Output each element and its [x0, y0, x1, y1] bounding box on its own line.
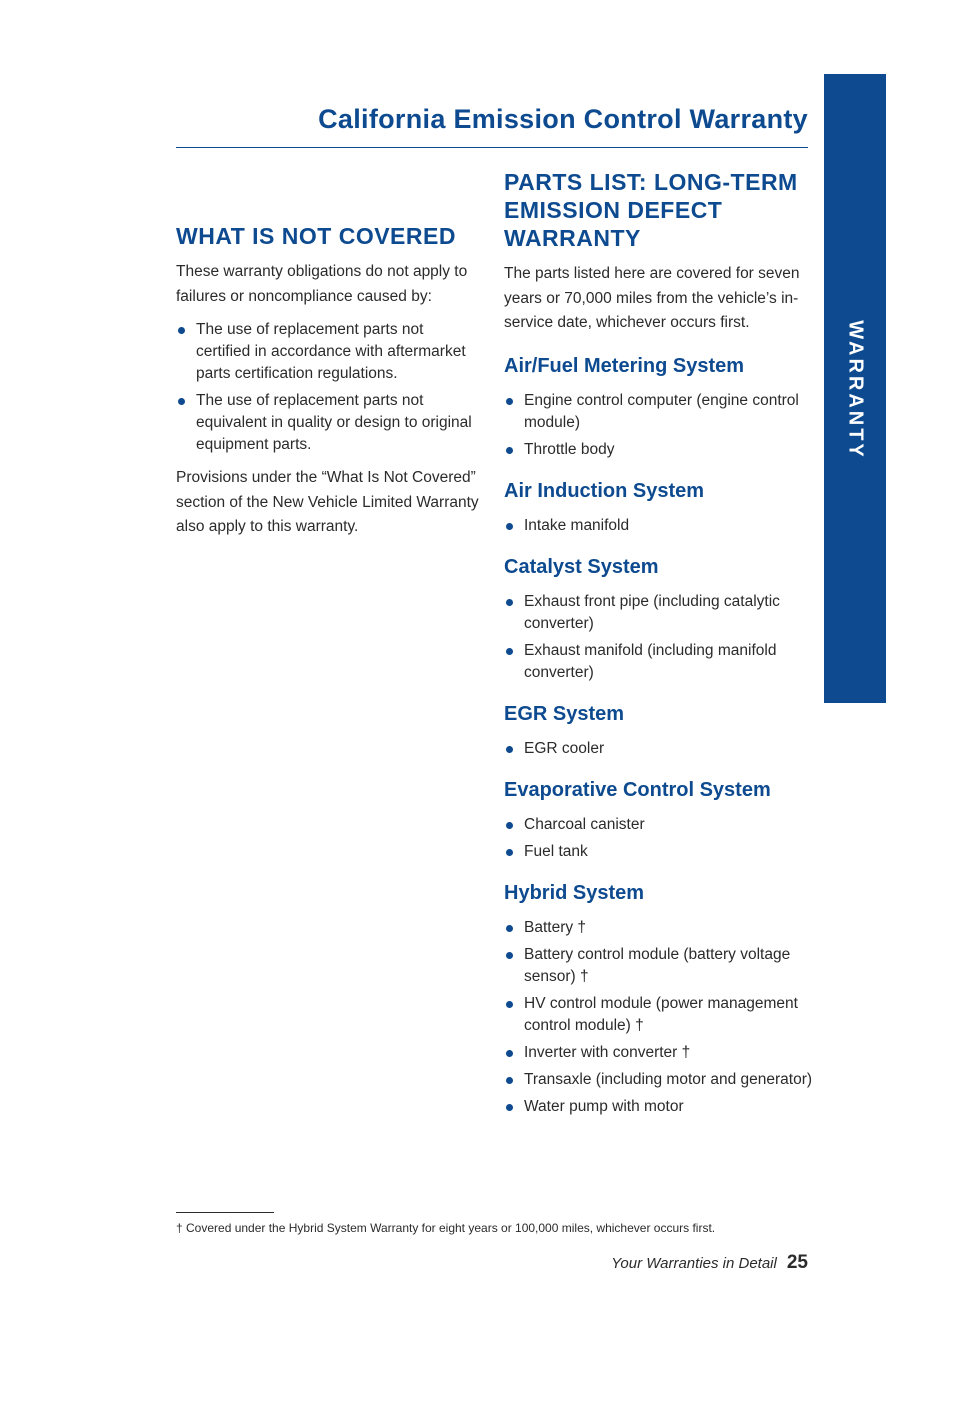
list-item-text: The use of replacement parts not equivalent in quality or design to original equipment parts. [196, 392, 472, 453]
bullet-icon [506, 925, 513, 932]
bullet-icon [506, 1077, 513, 1084]
list-item [504, 917, 814, 939]
not-covered-heading: WHAT IS NOT COVERED [176, 223, 456, 249]
list-item [176, 319, 481, 385]
list-item [504, 591, 814, 635]
list-item [504, 1096, 814, 1118]
list-item [504, 1069, 814, 1091]
list-item-text: Transaxle (including motor and generator) [524, 1070, 813, 1088]
list-item-text: Battery † [524, 918, 587, 936]
page-footer [611, 1252, 808, 1274]
bullet-icon [506, 523, 513, 530]
side-tab-label: WARRANTY [844, 320, 867, 460]
bullet-icon [506, 746, 513, 753]
list-item-text: Fuel tank [524, 842, 588, 860]
bullet-icon [506, 1001, 513, 1008]
parts-list-intro: The parts listed here are covered for seven years or 70,000 miles from the vehicle’s in-service date, whichever occurs first. [504, 265, 800, 331]
list-item-text: Battery control module (battery voltage sensor) † [524, 945, 791, 985]
footnote-divider [176, 1212, 274, 1213]
not-covered-list [176, 319, 481, 456]
bullet-icon [506, 599, 513, 606]
bullet-icon [506, 849, 513, 856]
list-item [504, 515, 814, 537]
list-item-text: The use of replacement parts not certified in accordance with aftermarket parts certification regulations. [196, 321, 466, 382]
subsection-heading-evaporative: Evaporative Control System [504, 778, 771, 801]
subsection-heading-egr: EGR System [504, 702, 625, 725]
list-item [504, 993, 814, 1037]
bullet-icon [178, 327, 185, 334]
right-column [504, 168, 814, 1126]
bullet-icon [506, 398, 513, 405]
list-item-text: Exhaust front pipe (including catalytic converter) [524, 592, 780, 632]
bullet-icon [506, 1104, 513, 1111]
list-item [504, 439, 814, 461]
left-column [176, 222, 481, 550]
list-item [504, 390, 814, 434]
subsection-heading-air-induction: Air Induction System [504, 479, 705, 502]
parts-list [504, 814, 814, 863]
parts-list [504, 917, 814, 1118]
list-item-text: Engine control computer (engine control module) [524, 391, 799, 431]
bullet-icon [506, 952, 513, 959]
footnote: † Covered under the Hybrid System Warranty for eight years or 100,000 miles, whichever occurs first. [176, 1221, 716, 1235]
parts-list [504, 390, 814, 461]
subsection-heading-air-fuel: Air/Fuel Metering System [504, 354, 745, 377]
bullet-icon [506, 822, 513, 829]
bullet-icon [506, 648, 513, 655]
title-divider [176, 147, 808, 148]
list-item-text: EGR cooler [524, 739, 605, 757]
footer-title: Your Warranties in Detail [611, 1255, 777, 1272]
subsection-heading-hybrid: Hybrid System [504, 881, 645, 904]
list-item [504, 1042, 814, 1064]
parts-list-heading: PARTS LIST: LONG-TERM EMISSION DEFECT WARRANTY [504, 169, 798, 251]
list-item-text: Intake manifold [524, 516, 630, 534]
page-title: California Emission Control Warranty [318, 104, 808, 134]
not-covered-intro: These warranty obligations do not apply to failures or noncompliance caused by: [176, 263, 468, 305]
not-covered-closing: Provisions under the “What Is Not Covered” section of the New Vehicle Limited Warranty also apply to this warranty. [176, 469, 479, 535]
list-item [504, 841, 814, 863]
parts-list [504, 515, 814, 537]
list-item-text: HV control module (power management control module) † [524, 994, 798, 1034]
page-number: 25 [786, 1252, 808, 1273]
bullet-icon [506, 447, 513, 454]
list-item-text: Water pump with motor [524, 1097, 684, 1115]
list-item-text: Inverter with converter † [524, 1043, 691, 1061]
list-item [504, 640, 814, 684]
list-item-text: Charcoal canister [524, 815, 645, 833]
bullet-icon [178, 398, 185, 405]
list-item [176, 390, 481, 456]
subsection-heading-catalyst: Catalyst System [504, 555, 659, 578]
list-item [504, 814, 814, 836]
parts-list [504, 738, 814, 760]
list-item-text: Exhaust manifold (including manifold converter) [524, 641, 777, 681]
list-item [504, 738, 814, 760]
list-item [504, 944, 814, 988]
bullet-icon [506, 1050, 513, 1057]
parts-list [504, 591, 814, 684]
list-item-text: Throttle body [524, 440, 615, 458]
